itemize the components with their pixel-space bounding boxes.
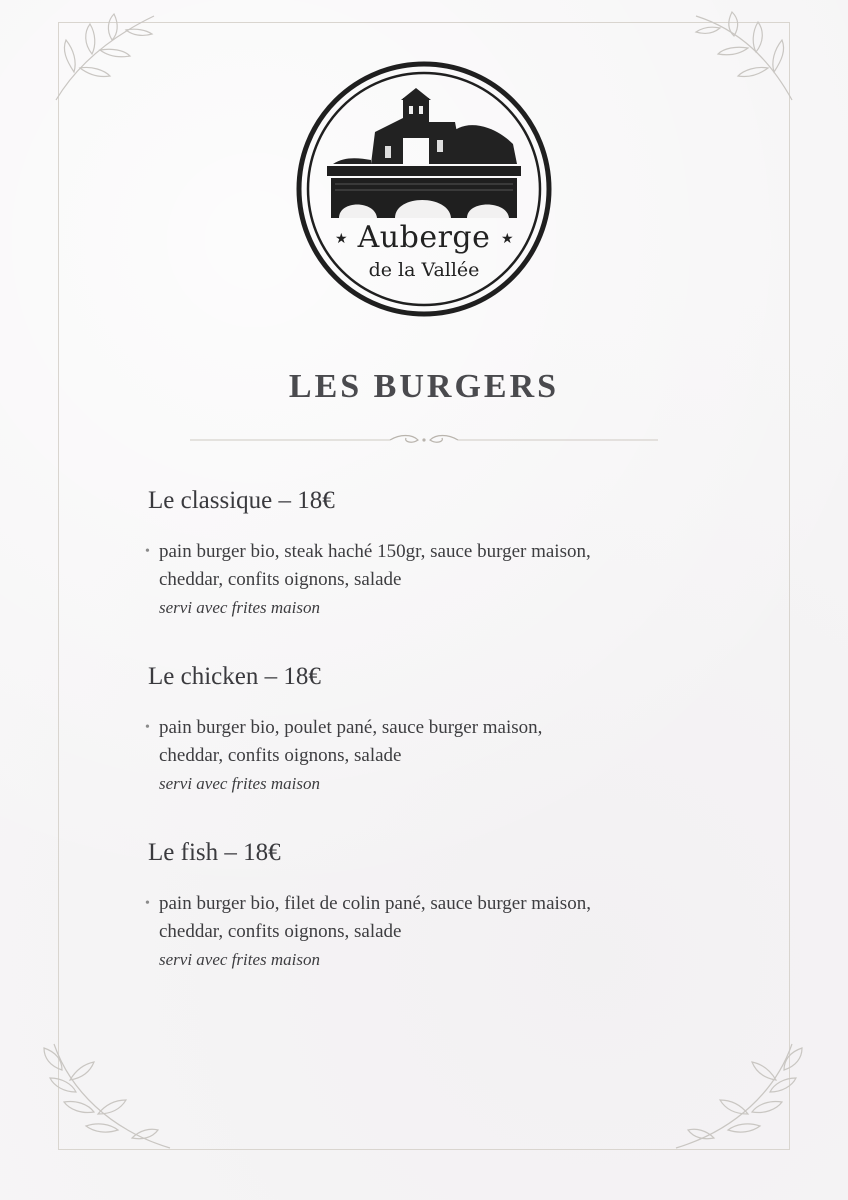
logo-star-left-icon: ★ [335,231,348,247]
item-note: servi avec frites maison [159,598,320,617]
menu-item-fish [145,836,708,974]
item-description-line: cheddar, confits oignons, salade [159,569,402,590]
menu-item-chicken [145,660,708,798]
item-description [145,890,708,946]
logo-name: Auberge [357,220,491,255]
bullet-icon: • [145,720,150,735]
leaf-ornament-bottom-right-icon [672,1040,807,1155]
item-description-line: pain burger bio, filet de colin pané, sauce burger maison, [159,893,591,914]
bullet-icon: • [145,896,150,911]
logo-subtitle: de la Vallée [368,259,480,281]
leaf-ornament-top-left-icon [44,10,164,105]
logo-star-right-icon: ★ [501,231,514,247]
item-description-line: cheddar, confits oignons, salade [159,921,402,942]
item-description-line: pain burger bio, poulet pané, sauce burger maison, [159,717,543,738]
item-description-line: pain burger bio, steak haché 150gr, sauce burger maison, [159,541,591,562]
flourish-divider-icon [190,430,658,450]
leaf-ornament-top-right-icon [690,10,805,105]
section-title: LES BURGERS [288,368,560,405]
item-name: Le chicken – 18€ [148,663,321,690]
item-description [145,714,708,770]
item-name: Le classique – 18€ [148,487,335,514]
item-name: Le fish – 18€ [148,839,281,866]
item-note: servi avec frites maison [159,950,320,969]
item-description-line: cheddar, confits oignons, salade [159,745,402,766]
restaurant-logo [295,60,553,318]
item-note: servi avec frites maison [159,774,320,793]
leaf-ornament-bottom-left-icon [40,1040,175,1155]
menu-item-classique [145,484,708,622]
title-divider [190,430,658,450]
item-description [145,538,708,594]
bullet-icon: • [145,544,150,559]
